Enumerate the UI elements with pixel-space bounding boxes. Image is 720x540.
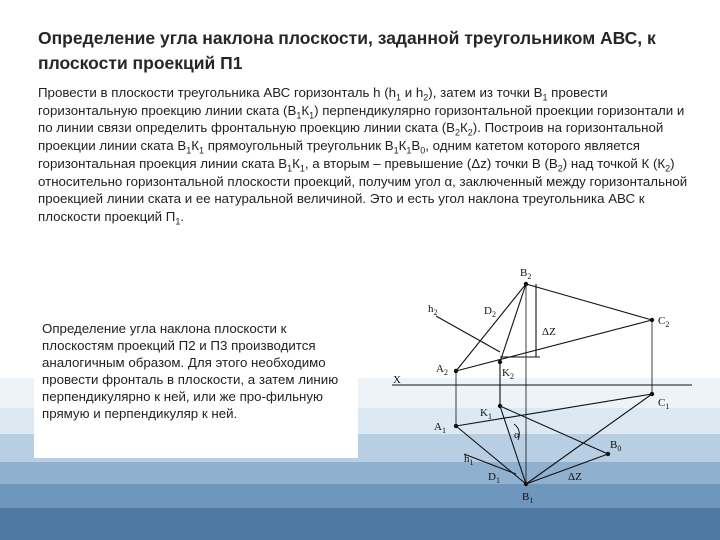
label-c2: $C_2$ [658, 315, 670, 329]
horizontal-h2 [436, 316, 500, 352]
edge-c1-b1 [526, 394, 652, 484]
edge-b2-c2 [526, 284, 652, 320]
intro-text-run: ) над точкой К (К [562, 155, 666, 171]
intro-text-run: прямоугольный треугольник В [204, 138, 394, 154]
label-c1: $C_1$ [658, 397, 670, 411]
intro-text-run: и h [401, 85, 424, 100]
intro-subscript: 1 [542, 92, 548, 103]
intro-text-run: . [180, 208, 185, 224]
label-alpha: α [514, 429, 520, 441]
point-k2 [498, 360, 502, 364]
label-h1: $h_1$ [464, 453, 474, 467]
intro-subscript: 2 [665, 163, 671, 174]
right-triangle-b1-b0 [526, 454, 608, 484]
intro-subscript: 1 [296, 110, 302, 121]
label-dz-bottom: ΔZ [568, 471, 582, 483]
intro-subscript: 2 [455, 128, 461, 139]
intro-text-run: К [460, 120, 468, 136]
label-a1: $A_1$ [434, 421, 446, 435]
intro-subscript: 1 [186, 145, 192, 156]
intro-subscript: 1 [309, 110, 315, 121]
slope-line-b2-k2 [500, 284, 526, 362]
intro-subscript: 2 [467, 128, 473, 139]
intro-text-run: Провести в плоскости треугольника АВС горизонталь h (h [38, 85, 397, 100]
label-dz-top: ΔZ [542, 326, 556, 338]
intro-subscript: 1 [393, 145, 399, 156]
label-b2: $B_2$ [520, 267, 532, 281]
label-k2: $K_2$ [502, 367, 514, 381]
intro-text-run: , одним катетом которого является горизонтальная проекция линии ската В [38, 138, 640, 171]
intro-subscript: 2 [557, 163, 563, 174]
geometry-drawing [376, 258, 716, 506]
intro-subscript: 1 [299, 163, 305, 174]
intro-text-run: провести горизонтальную проекцию линии ската (В [38, 85, 608, 118]
label-d1: $D_1$ [488, 471, 500, 485]
point-c2 [650, 318, 654, 322]
intro-subscript: 1 [287, 163, 293, 174]
intro-text-run: К [191, 138, 199, 154]
intro-text-run: ) относительно горизонтальной плоскости проекций, получим угол α, заключенный между горизонтальной проекцией линии ската и ее натуральной величиной. Это и есть угол наклона треугольника АВС к плоскости проекций П [38, 155, 688, 224]
intro-subscript: 0 [420, 145, 426, 156]
edge-a2-b2 [456, 284, 526, 371]
intro-text-run: В [411, 138, 421, 154]
intro-paragraph [38, 84, 688, 226]
slide-title: Определение угла наклона плоскости, заданной треугольником АВС, к плоскости проекций П1 [38, 28, 656, 73]
label-b1: $B_1$ [522, 491, 534, 505]
intro-subscript: 1 [198, 145, 204, 156]
intro-text-run: К [301, 102, 310, 118]
note-box: Определение угла наклона плоскости к плоскостям проекций П2 и П3 производится аналогичным образом. Для этого необходимо провести фронталь в плоскости, а затем линию перпендикулярно к ней, или же про-фильную прямую и перпендикуляр к ней. [34, 316, 358, 458]
label-b0: $B_0$ [610, 439, 622, 453]
intro-subscript: 1 [175, 216, 181, 227]
point-b2 [524, 282, 528, 286]
point-a2 [454, 369, 458, 373]
label-a2: $A_2$ [436, 363, 448, 377]
intro-text-run: К [292, 155, 300, 171]
intro-text-run: ), затем из точки В [428, 85, 543, 100]
label-k1: $K_1$ [480, 407, 492, 421]
point-b0 [606, 452, 610, 456]
intro-text-run: К [398, 138, 407, 154]
intro-text-run: ). Построив на горизонтальной проекции линии ската В [38, 120, 664, 154]
intro-text-run: , а вторым – превышение (Δz) точки В (В [304, 155, 558, 171]
intro-subscript: 2 [423, 92, 429, 103]
point-b1 [524, 482, 528, 486]
point-k1 [498, 404, 502, 408]
point-a1 [454, 424, 458, 428]
intro-text-run: ) перпендикулярно горизонтальной проекции горизонтали и по линии связи определить фронтальную проекцию линии ската (В [38, 102, 685, 136]
label-d2: $D_2$ [484, 305, 496, 319]
point-c1 [650, 392, 654, 396]
label-h2: $h_2$ [428, 303, 438, 317]
intro-subscript: 1 [396, 92, 402, 103]
intro-subscript: 1 [406, 145, 412, 156]
label-x-axis: X [393, 374, 401, 386]
